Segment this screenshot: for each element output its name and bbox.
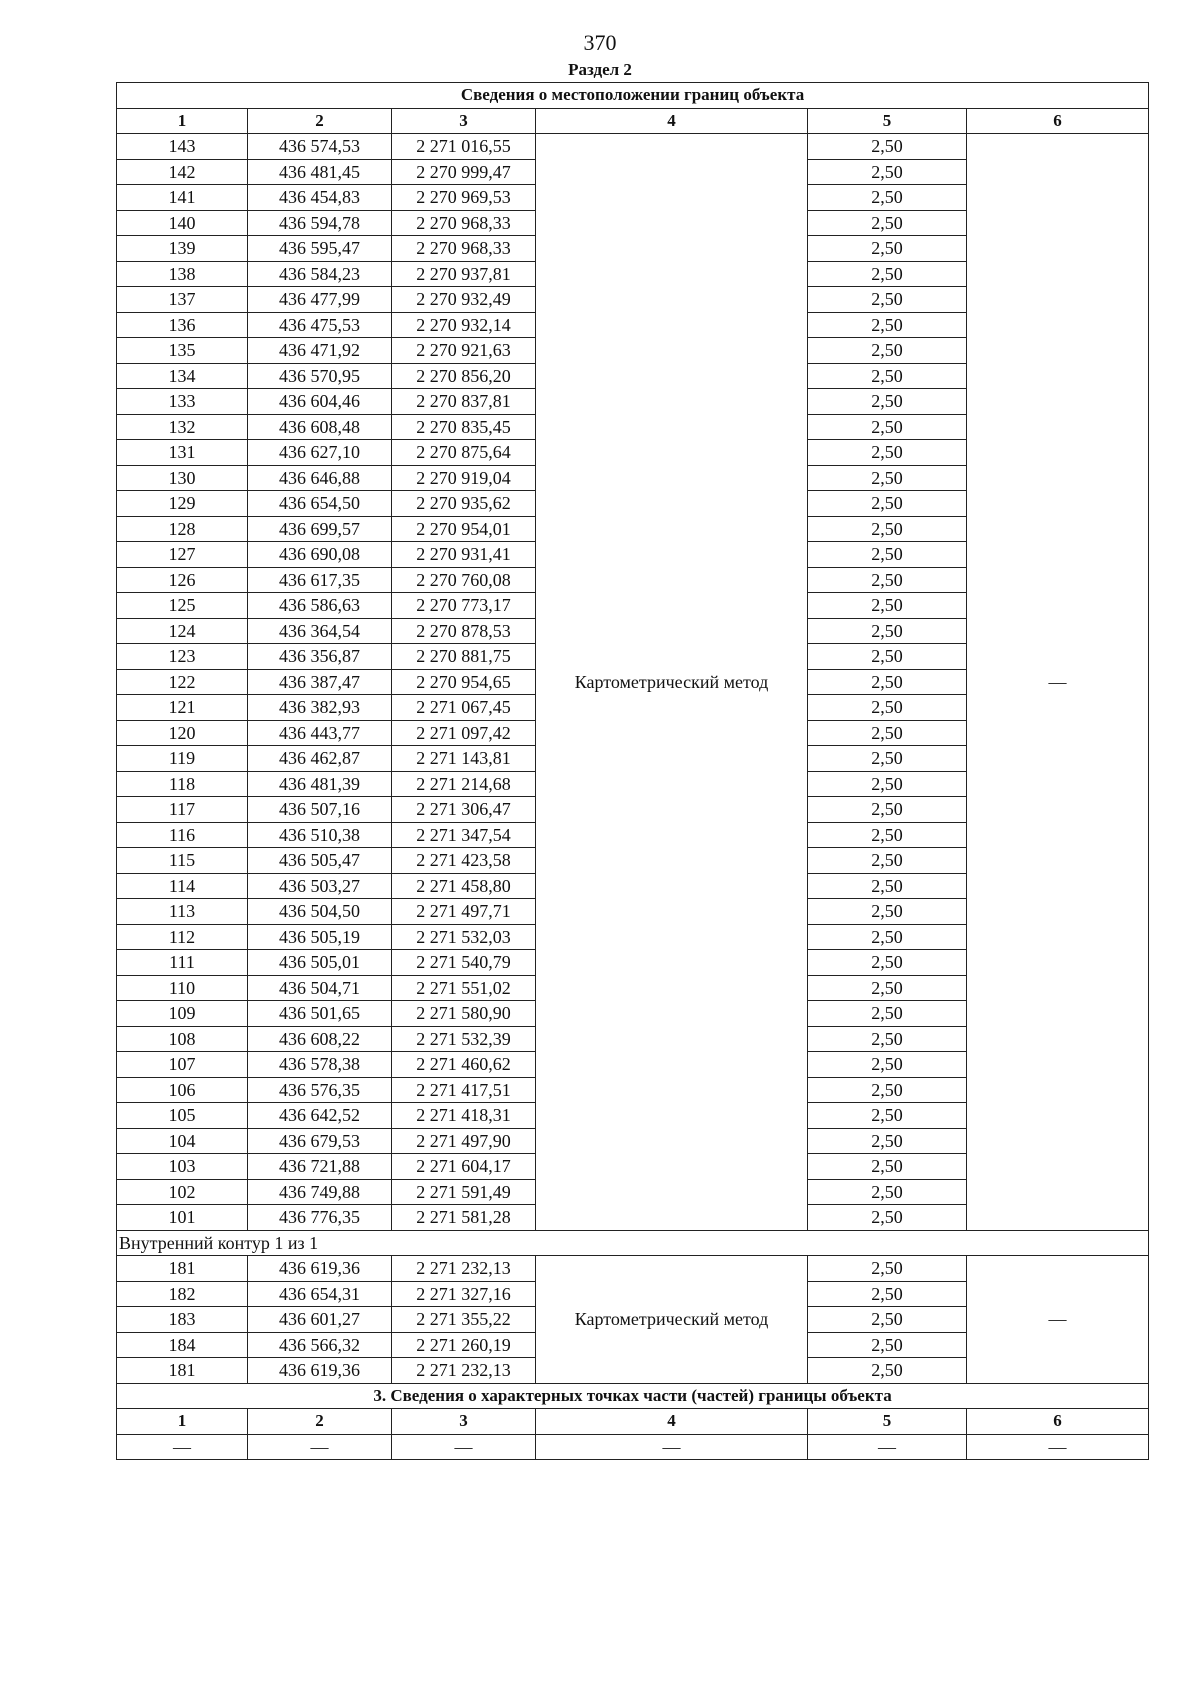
x-coordinate-cell: 436 566,32 (248, 1332, 392, 1358)
accuracy-cell: 2,50 (808, 1358, 967, 1384)
point-number-cell: 182 (117, 1281, 248, 1307)
point-number-cell: 106 (117, 1077, 248, 1103)
accuracy-cell: 2,50 (808, 950, 967, 976)
accuracy-cell: 2,50 (808, 236, 967, 262)
x-coordinate-cell: 436 576,35 (248, 1077, 392, 1103)
x-coordinate-cell: 436 505,47 (248, 848, 392, 874)
x-coordinate-cell: 436 721,88 (248, 1154, 392, 1180)
point-number-cell: 127 (117, 542, 248, 568)
accuracy-cell: 2,50 (808, 312, 967, 338)
section-title: Раздел 2 (568, 60, 632, 79)
table-caption: Сведения о местоположении границ объекта (117, 83, 1149, 109)
empty-cell: — (392, 1434, 536, 1460)
point-number-cell: 101 (117, 1205, 248, 1231)
part-column-header-4: 4 (536, 1409, 808, 1435)
y-coordinate-cell: 2 270 999,47 (392, 159, 536, 185)
part-column-header-5: 5 (808, 1409, 967, 1435)
y-coordinate-cell: 2 270 969,53 (392, 185, 536, 211)
y-coordinate-cell: 2 270 773,17 (392, 593, 536, 619)
point-number-cell: 121 (117, 695, 248, 721)
boundary-table (116, 82, 1149, 1460)
y-coordinate-cell: 2 270 954,65 (392, 669, 536, 695)
point-number-cell: 109 (117, 1001, 248, 1027)
x-coordinate-cell: 436 462,87 (248, 746, 392, 772)
note-cell: — (967, 1256, 1149, 1384)
accuracy-cell: 2,50 (808, 873, 967, 899)
accuracy-cell: 2,50 (808, 771, 967, 797)
accuracy-cell: 2,50 (808, 363, 967, 389)
point-number-cell: 131 (117, 440, 248, 466)
note-cell: — (967, 134, 1149, 1231)
y-coordinate-cell: 2 271 327,16 (392, 1281, 536, 1307)
y-coordinate-cell: 2 271 232,13 (392, 1256, 536, 1282)
empty-cell: — (117, 1434, 248, 1460)
x-coordinate-cell: 436 594,78 (248, 210, 392, 236)
y-coordinate-cell: 2 271 417,51 (392, 1077, 536, 1103)
point-number-cell: 133 (117, 389, 248, 415)
accuracy-cell: 2,50 (808, 567, 967, 593)
point-number-cell: 125 (117, 593, 248, 619)
y-coordinate-cell: 2 271 540,79 (392, 950, 536, 976)
accuracy-cell: 2,50 (808, 210, 967, 236)
page-number: 370 (583, 30, 617, 55)
x-coordinate-cell: 436 604,46 (248, 389, 392, 415)
accuracy-cell: 2,50 (808, 1307, 967, 1333)
point-number-cell: 110 (117, 975, 248, 1001)
x-coordinate-cell: 436 646,88 (248, 465, 392, 491)
y-coordinate-cell: 2 271 143,81 (392, 746, 536, 772)
point-number-cell: 141 (117, 185, 248, 211)
accuracy-cell: 2,50 (808, 1154, 967, 1180)
point-number-cell: 183 (117, 1307, 248, 1333)
table-row (117, 134, 1149, 160)
y-coordinate-cell: 2 271 551,02 (392, 975, 536, 1001)
y-coordinate-cell: 2 270 937,81 (392, 261, 536, 287)
accuracy-cell: 2,50 (808, 440, 967, 466)
x-coordinate-cell: 436 503,27 (248, 873, 392, 899)
point-number-cell: 111 (117, 950, 248, 976)
x-coordinate-cell: 436 443,77 (248, 720, 392, 746)
x-coordinate-cell: 436 574,53 (248, 134, 392, 160)
y-coordinate-cell: 2 271 460,62 (392, 1052, 536, 1078)
x-coordinate-cell: 436 505,01 (248, 950, 392, 976)
inner-contour-label: Внутренний контур 1 из 1 (117, 1230, 1149, 1256)
point-number-cell: 143 (117, 134, 248, 160)
column-header-2: 2 (248, 108, 392, 134)
point-number-cell: 112 (117, 924, 248, 950)
y-coordinate-cell: 2 270 932,14 (392, 312, 536, 338)
y-coordinate-cell: 2 271 423,58 (392, 848, 536, 874)
x-coordinate-cell: 436 642,52 (248, 1103, 392, 1129)
y-coordinate-cell: 2 270 856,20 (392, 363, 536, 389)
y-coordinate-cell: 2 270 760,08 (392, 567, 536, 593)
point-number-cell: 136 (117, 312, 248, 338)
y-coordinate-cell: 2 270 878,53 (392, 618, 536, 644)
accuracy-cell: 2,50 (808, 1179, 967, 1205)
y-coordinate-cell: 2 271 604,17 (392, 1154, 536, 1180)
point-number-cell: 181 (117, 1256, 248, 1282)
accuracy-cell: 2,50 (808, 1281, 967, 1307)
accuracy-cell: 2,50 (808, 1128, 967, 1154)
accuracy-cell: 2,50 (808, 389, 967, 415)
x-coordinate-cell: 436 586,63 (248, 593, 392, 619)
part-section-title-row (117, 1383, 1149, 1409)
x-coordinate-cell: 436 601,27 (248, 1307, 392, 1333)
x-coordinate-cell: 436 679,53 (248, 1128, 392, 1154)
point-number-cell: 128 (117, 516, 248, 542)
x-coordinate-cell: 436 475,53 (248, 312, 392, 338)
y-coordinate-cell: 2 270 921,63 (392, 338, 536, 364)
point-number-cell: 103 (117, 1154, 248, 1180)
y-coordinate-cell: 2 270 968,33 (392, 236, 536, 262)
accuracy-cell: 2,50 (808, 1077, 967, 1103)
x-coordinate-cell: 436 387,47 (248, 669, 392, 695)
x-coordinate-cell: 436 690,08 (248, 542, 392, 568)
point-number-cell: 184 (117, 1332, 248, 1358)
y-coordinate-cell: 2 271 532,39 (392, 1026, 536, 1052)
x-coordinate-cell: 436 504,71 (248, 975, 392, 1001)
x-coordinate-cell: 436 627,10 (248, 440, 392, 466)
x-coordinate-cell: 436 481,45 (248, 159, 392, 185)
x-coordinate-cell: 436 382,93 (248, 695, 392, 721)
accuracy-cell: 2,50 (808, 338, 967, 364)
x-coordinate-cell: 436 578,38 (248, 1052, 392, 1078)
x-coordinate-cell: 436 619,36 (248, 1256, 392, 1282)
point-number-cell: 117 (117, 797, 248, 823)
accuracy-cell: 2,50 (808, 1332, 967, 1358)
y-coordinate-cell: 2 271 214,68 (392, 771, 536, 797)
y-coordinate-cell: 2 271 067,45 (392, 695, 536, 721)
y-coordinate-cell: 2 270 835,45 (392, 414, 536, 440)
accuracy-cell: 2,50 (808, 924, 967, 950)
x-coordinate-cell: 436 356,87 (248, 644, 392, 670)
accuracy-cell: 2,50 (808, 465, 967, 491)
column-header-1: 1 (117, 108, 248, 134)
point-number-cell: 115 (117, 848, 248, 874)
accuracy-cell: 2,50 (808, 618, 967, 644)
point-number-cell: 138 (117, 261, 248, 287)
x-coordinate-cell: 436 364,54 (248, 618, 392, 644)
accuracy-cell: 2,50 (808, 1026, 967, 1052)
point-number-cell: 181 (117, 1358, 248, 1384)
inner-contour-label-row (117, 1230, 1149, 1256)
point-number-cell: 102 (117, 1179, 248, 1205)
part-column-header-6: 6 (967, 1409, 1149, 1435)
accuracy-cell: 2,50 (808, 516, 967, 542)
accuracy-cell: 2,50 (808, 1001, 967, 1027)
accuracy-cell: 2,50 (808, 593, 967, 619)
x-coordinate-cell: 436 454,83 (248, 185, 392, 211)
point-number-cell: 120 (117, 720, 248, 746)
accuracy-cell: 2,50 (808, 159, 967, 185)
x-coordinate-cell: 436 608,22 (248, 1026, 392, 1052)
point-number-cell: 108 (117, 1026, 248, 1052)
x-coordinate-cell: 436 699,57 (248, 516, 392, 542)
point-number-cell: 114 (117, 873, 248, 899)
x-coordinate-cell: 436 501,65 (248, 1001, 392, 1027)
x-coordinate-cell: 436 570,95 (248, 363, 392, 389)
accuracy-cell: 2,50 (808, 491, 967, 517)
accuracy-cell: 2,50 (808, 134, 967, 160)
point-number-cell: 126 (117, 567, 248, 593)
x-coordinate-cell: 436 584,23 (248, 261, 392, 287)
x-coordinate-cell: 436 608,48 (248, 414, 392, 440)
accuracy-cell: 2,50 (808, 746, 967, 772)
y-coordinate-cell: 2 270 919,04 (392, 465, 536, 491)
accuracy-cell: 2,50 (808, 185, 967, 211)
y-coordinate-cell: 2 271 097,42 (392, 720, 536, 746)
part-column-header-2: 2 (248, 1409, 392, 1435)
column-header-5: 5 (808, 108, 967, 134)
x-coordinate-cell: 436 595,47 (248, 236, 392, 262)
accuracy-cell: 2,50 (808, 1103, 967, 1129)
y-coordinate-cell: 2 271 497,71 (392, 899, 536, 925)
x-coordinate-cell: 436 471,92 (248, 338, 392, 364)
column-header-6: 6 (967, 108, 1149, 134)
x-coordinate-cell: 436 481,39 (248, 771, 392, 797)
point-number-cell: 119 (117, 746, 248, 772)
point-number-cell: 140 (117, 210, 248, 236)
method-cell: Картометрический метод (536, 134, 808, 1231)
empty-cell: — (808, 1434, 967, 1460)
method-cell: Картометрический метод (536, 1256, 808, 1384)
y-coordinate-cell: 2 270 968,33 (392, 210, 536, 236)
accuracy-cell: 2,50 (808, 669, 967, 695)
x-coordinate-cell: 436 654,31 (248, 1281, 392, 1307)
part-section-title: 3. Сведения о характерных точках части (частей) границы объекта (117, 1383, 1149, 1409)
part-column-header-1: 1 (117, 1409, 248, 1435)
y-coordinate-cell: 2 271 232,13 (392, 1358, 536, 1384)
column-header-3: 3 (392, 108, 536, 134)
x-coordinate-cell: 436 617,35 (248, 567, 392, 593)
y-coordinate-cell: 2 271 260,19 (392, 1332, 536, 1358)
accuracy-cell: 2,50 (808, 822, 967, 848)
part-column-header-row (117, 1409, 1149, 1435)
point-number-cell: 142 (117, 159, 248, 185)
x-coordinate-cell: 436 477,99 (248, 287, 392, 313)
x-coordinate-cell: 436 654,50 (248, 491, 392, 517)
column-header-4: 4 (536, 108, 808, 134)
point-number-cell: 124 (117, 618, 248, 644)
y-coordinate-cell: 2 271 497,90 (392, 1128, 536, 1154)
empty-cell: — (967, 1434, 1149, 1460)
accuracy-cell: 2,50 (808, 542, 967, 568)
accuracy-cell: 2,50 (808, 720, 967, 746)
y-coordinate-cell: 2 270 837,81 (392, 389, 536, 415)
y-coordinate-cell: 2 270 881,75 (392, 644, 536, 670)
x-coordinate-cell: 436 619,36 (248, 1358, 392, 1384)
accuracy-cell: 2,50 (808, 975, 967, 1001)
accuracy-cell: 2,50 (808, 287, 967, 313)
point-number-cell: 132 (117, 414, 248, 440)
y-coordinate-cell: 2 271 418,31 (392, 1103, 536, 1129)
accuracy-cell: 2,50 (808, 848, 967, 874)
accuracy-cell: 2,50 (808, 1205, 967, 1231)
y-coordinate-cell: 2 271 581,28 (392, 1205, 536, 1231)
point-number-cell: 139 (117, 236, 248, 262)
accuracy-cell: 2,50 (808, 899, 967, 925)
point-number-cell: 137 (117, 287, 248, 313)
x-coordinate-cell: 436 507,16 (248, 797, 392, 823)
y-coordinate-cell: 2 271 016,55 (392, 134, 536, 160)
point-number-cell: 113 (117, 899, 248, 925)
point-number-cell: 130 (117, 465, 248, 491)
accuracy-cell: 2,50 (808, 644, 967, 670)
y-coordinate-cell: 2 271 591,49 (392, 1179, 536, 1205)
point-number-cell: 105 (117, 1103, 248, 1129)
point-number-cell: 129 (117, 491, 248, 517)
y-coordinate-cell: 2 270 875,64 (392, 440, 536, 466)
y-coordinate-cell: 2 271 306,47 (392, 797, 536, 823)
x-coordinate-cell: 436 504,50 (248, 899, 392, 925)
part-empty-row (117, 1434, 1149, 1460)
point-number-cell: 116 (117, 822, 248, 848)
table-row (117, 1256, 1149, 1282)
point-number-cell: 123 (117, 644, 248, 670)
point-number-cell: 107 (117, 1052, 248, 1078)
y-coordinate-cell: 2 271 532,03 (392, 924, 536, 950)
accuracy-cell: 2,50 (808, 695, 967, 721)
y-coordinate-cell: 2 270 935,62 (392, 491, 536, 517)
accuracy-cell: 2,50 (808, 414, 967, 440)
empty-cell: — (248, 1434, 392, 1460)
x-coordinate-cell: 436 505,19 (248, 924, 392, 950)
y-coordinate-cell: 2 271 347,54 (392, 822, 536, 848)
accuracy-cell: 2,50 (808, 261, 967, 287)
y-coordinate-cell: 2 270 931,41 (392, 542, 536, 568)
x-coordinate-cell: 436 776,35 (248, 1205, 392, 1231)
column-header-row (117, 108, 1149, 134)
point-number-cell: 135 (117, 338, 248, 364)
y-coordinate-cell: 2 270 932,49 (392, 287, 536, 313)
y-coordinate-cell: 2 271 458,80 (392, 873, 536, 899)
accuracy-cell: 2,50 (808, 797, 967, 823)
accuracy-cell: 2,50 (808, 1052, 967, 1078)
point-number-cell: 122 (117, 669, 248, 695)
y-coordinate-cell: 2 271 580,90 (392, 1001, 536, 1027)
point-number-cell: 104 (117, 1128, 248, 1154)
empty-cell: — (536, 1434, 808, 1460)
table-caption-row (117, 83, 1149, 109)
accuracy-cell: 2,50 (808, 1256, 967, 1282)
point-number-cell: 134 (117, 363, 248, 389)
x-coordinate-cell: 436 510,38 (248, 822, 392, 848)
x-coordinate-cell: 436 749,88 (248, 1179, 392, 1205)
point-number-cell: 118 (117, 771, 248, 797)
y-coordinate-cell: 2 270 954,01 (392, 516, 536, 542)
y-coordinate-cell: 2 271 355,22 (392, 1307, 536, 1333)
part-column-header-3: 3 (392, 1409, 536, 1435)
